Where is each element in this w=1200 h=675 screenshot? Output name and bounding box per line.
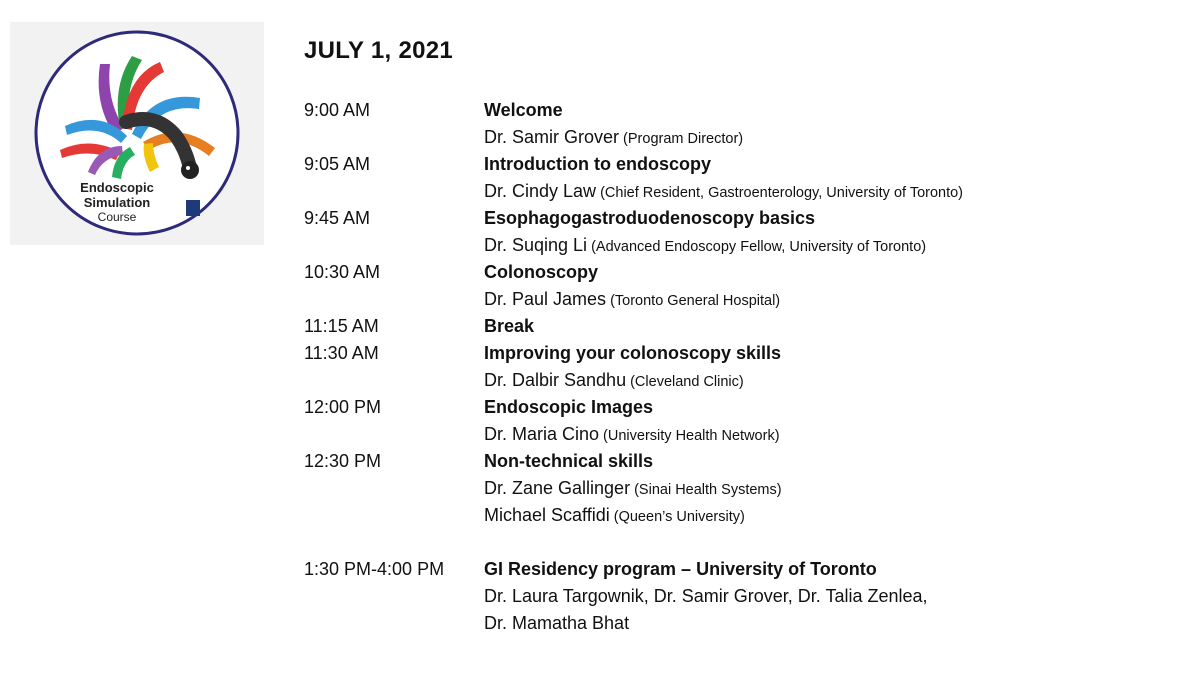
session-title: Non-technical skills <box>484 451 654 471</box>
session-time: 10:30 AM <box>304 262 381 282</box>
speaker <box>484 178 963 207</box>
session-time: 9:00 AM <box>304 100 371 120</box>
speaker <box>484 367 744 396</box>
session-time: 9:05 AM <box>304 154 371 174</box>
speaker <box>484 475 782 504</box>
session-title: Introduction to endoscopy <box>484 154 711 174</box>
speaker-affiliation: (Toronto General Hospital) <box>606 293 781 309</box>
speaker <box>484 124 743 153</box>
session-title: Improving your colonoscopy skills <box>484 343 782 363</box>
session-time: 11:15 AM <box>304 316 379 336</box>
logo-title <box>62 180 172 225</box>
session-title: Colonoscopy <box>484 262 599 282</box>
speaker-name: Dr. Paul James <box>484 289 607 309</box>
speaker-affiliation: (Program Director) <box>619 131 744 147</box>
page-title: JULY 1, 2021 <box>304 37 454 64</box>
session-title: Endoscopic Images <box>484 397 654 417</box>
session-time: 12:00 PM <box>304 397 382 417</box>
session-title: Esophagogastroduodenoscopy basics <box>484 208 816 228</box>
logo-title-line3: Course <box>97 210 137 224</box>
session-title: Break <box>484 316 535 336</box>
speaker-affiliation: (Advanced Endoscopy Fellow, University of Toronto) <box>587 239 927 255</box>
speaker-name: Dr. Zane Gallinger <box>484 478 631 498</box>
speaker-affiliation: (Queen’s University) <box>609 509 745 525</box>
speaker-name: Dr. Maria Cino <box>484 424 600 444</box>
logo-title-line2: Simulation <box>83 195 151 210</box>
speaker-name: Dr. Samir Grover <box>484 127 620 147</box>
speaker-name: Dr. Mamatha Bhat <box>484 613 630 633</box>
speaker-affiliation: (Cleveland Clinic) <box>626 374 744 390</box>
speaker <box>484 502 745 531</box>
speaker-name: Michael Scaffidi <box>484 505 610 525</box>
speaker <box>484 421 780 450</box>
logo-title-line1: Endoscopic <box>80 180 154 195</box>
speaker <box>484 232 926 261</box>
speaker-affiliation: (Chief Resident, Gastroenterology, University of Toronto) <box>596 185 964 201</box>
speaker <box>484 583 928 610</box>
session-title: Welcome <box>484 100 563 120</box>
session-time: 12:30 PM <box>304 451 382 471</box>
course-logo <box>10 22 264 245</box>
speaker-name: Dr. Laura Targownik, Dr. Samir Grover, Dr. Talia Zenlea, <box>484 586 928 606</box>
session-time: 1:30 PM-4:00 PM <box>304 559 445 579</box>
session-time: 11:30 AM <box>304 343 379 363</box>
speaker-name: Dr. Cindy Law <box>484 181 597 201</box>
speaker-affiliation: (Sinai Health Systems) <box>630 482 782 498</box>
speaker <box>484 610 629 637</box>
speaker <box>484 286 780 315</box>
speaker-affiliation: (University Health Network) <box>599 428 780 444</box>
speaker-name: Dr. Dalbir Sandhu <box>484 370 627 390</box>
speaker-name: Dr. Suqing Li <box>484 235 588 255</box>
session-time: 9:45 AM <box>304 208 371 228</box>
session-title: GI Residency program – University of Toronto <box>484 559 877 579</box>
